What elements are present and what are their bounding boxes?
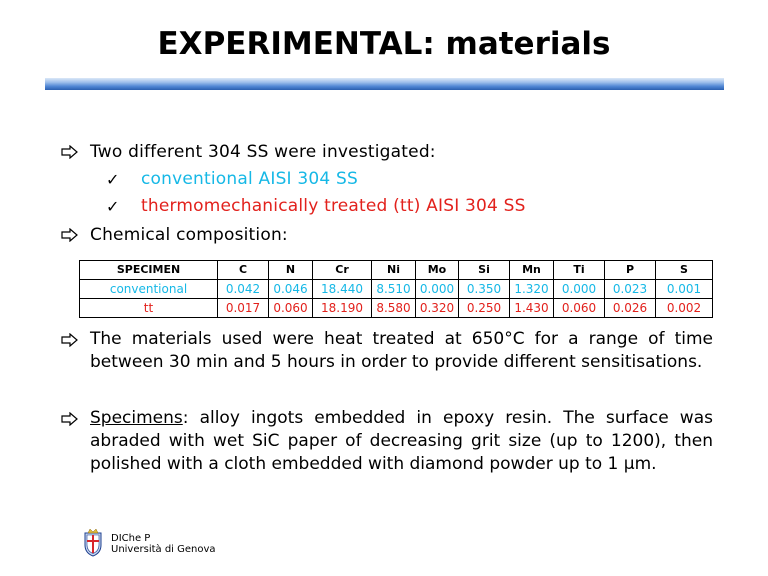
table-cell: tt xyxy=(80,299,218,318)
table-cell: 18.190 xyxy=(313,299,372,318)
table-cell: 8.510 xyxy=(372,280,416,299)
table-cell: 0.046 xyxy=(269,280,313,299)
column-header: Ti xyxy=(554,261,605,280)
table-cell: 8.580 xyxy=(372,299,416,318)
bullet-text-two-steels: Two different 304 SS were investigated: xyxy=(90,142,436,162)
slide-title: EXPERIMENTAL: materials xyxy=(157,26,611,62)
university-crest-icon xyxy=(83,527,103,557)
column-header: P xyxy=(605,261,656,280)
footer-department: DIChe P xyxy=(111,533,151,544)
column-header: SPECIMEN xyxy=(80,261,218,280)
column-header: Mo xyxy=(416,261,459,280)
table-cell: 0.002 xyxy=(656,299,713,318)
checkmark-icon: ✓ xyxy=(106,170,120,189)
table-cell: 0.250 xyxy=(459,299,510,318)
chemical-composition-table xyxy=(79,260,713,318)
specimens-label: Specimens xyxy=(90,408,183,428)
table-cell: 18.440 xyxy=(313,280,372,299)
table-cell: 0.001 xyxy=(656,280,713,299)
table-cell: 0.350 xyxy=(459,280,510,299)
bullet-text-specimens xyxy=(90,407,713,476)
table-cell: 1.430 xyxy=(510,299,554,318)
table-cell: conventional xyxy=(80,280,218,299)
bullet-text-chemical-composition: Chemical composition: xyxy=(90,225,288,245)
footer-university: Università di Genova xyxy=(111,544,216,555)
table-row xyxy=(80,299,713,318)
table-cell: 0.060 xyxy=(269,299,313,318)
outline-arrow-right-icon xyxy=(61,228,81,242)
table-cell: 0.042 xyxy=(218,280,269,299)
outline-arrow-right-icon xyxy=(61,412,81,426)
column-header: Si xyxy=(459,261,510,280)
sub-bullet-conventional: conventional AISI 304 SS xyxy=(141,169,359,189)
column-header: S xyxy=(656,261,713,280)
column-header: Cr xyxy=(313,261,372,280)
column-header: Ni xyxy=(372,261,416,280)
outline-arrow-right-icon xyxy=(61,145,81,159)
table-row xyxy=(80,280,713,299)
column-header: Mn xyxy=(510,261,554,280)
bullet-text-heat-treatment: The materials used were heat treated at 650°C for a range of time between 30 min and 5 hours in order to provide different sensitisations. xyxy=(90,329,713,372)
table-cell: 0.000 xyxy=(554,280,605,299)
column-header: N xyxy=(269,261,313,280)
table-cell: 0.017 xyxy=(218,299,269,318)
column-header: C xyxy=(218,261,269,280)
table-cell: 0.320 xyxy=(416,299,459,318)
table-cell: 0.060 xyxy=(554,299,605,318)
specimens-description: : alloy ingots embedded in epoxy resin. The surface was abraded with wet SiC paper of decreasing grit size (up to 1200), then polished with a cloth embedded with diamond powder up to 1 μm. xyxy=(90,408,713,474)
table-cell: 1.320 xyxy=(510,280,554,299)
table-cell: 0.023 xyxy=(605,280,656,299)
outline-arrow-right-icon xyxy=(61,333,81,347)
table-cell: 0.026 xyxy=(605,299,656,318)
sub-bullet-tt: thermomechanically treated (tt) AISI 304 SS xyxy=(141,196,526,216)
checkmark-icon: ✓ xyxy=(106,197,120,216)
table-header-row xyxy=(80,261,713,280)
title-underline-bar xyxy=(45,78,724,90)
table-cell: 0.000 xyxy=(416,280,459,299)
